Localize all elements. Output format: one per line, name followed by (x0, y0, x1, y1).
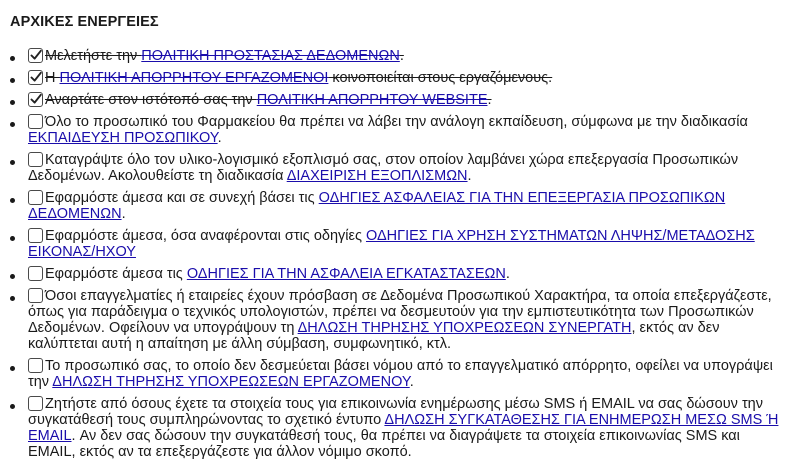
checklist-item (10, 228, 791, 260)
item-text: . (399, 48, 404, 64)
checklist-item (10, 266, 791, 282)
checkbox-checked[interactable] (28, 48, 43, 63)
bullet-icon (10, 198, 15, 203)
checkbox-unchecked[interactable] (28, 228, 43, 243)
item-text: Το προσωπικό σας, το οποίο δεν δεσμεύεται βάσει νόμου από το επαγγελματικό απόρρητο, οφείλει να υπογράψει την (28, 358, 773, 390)
item-text: Εφαρμόστε άμεσα, όσα αναφέρονται στις οδηγίες (45, 228, 366, 244)
bullet-icon (10, 404, 15, 409)
bullet-icon (10, 366, 15, 371)
checklist-item (10, 358, 791, 390)
item-text: Η (45, 70, 60, 86)
item-text: Εφαρμόστε άμεσα και σε συνεχή βάσει τις (45, 190, 319, 206)
checkbox-unchecked[interactable] (28, 152, 43, 167)
checklist-item (10, 396, 791, 460)
document-link[interactable]: ΔΗΛΩΣΗ ΤΗΡΗΣΗΣ ΥΠΟΧΡΕΩΣΕΩΝ ΣΥΝΕΡΓΑΤΗ (297, 320, 632, 336)
item-text: Εφαρμόστε άμεσα τις (45, 266, 187, 282)
checkbox-unchecked[interactable] (28, 288, 43, 303)
bullet-icon (10, 274, 15, 279)
document-link[interactable]: ΟΔΗΓΙΕΣ ΓΙΑ ΧΡΗΣΗ ΣΥΣΤΗΜΑΤΩΝ ΛΗΨΗΣ/ΜΕΤΑΔΟΣΗΣ ΕΙΚΟΝΑΣ/ΗΧΟΥ (28, 228, 755, 260)
item-text: . Αν δεν σας δώσουν την συγκατάθεσή τους, θα πρέπει να διαγράψετε τα στοιχεία επικοινωνίας SMS και EMAIL, εκτός αν τα επεξεργάζεστε για άλλον νόμιμο σκοπό. (28, 428, 740, 460)
item-text: . (121, 206, 126, 222)
checkbox-unchecked[interactable] (28, 358, 43, 373)
item-text: Όσοι επαγγελματίες ή εταιρείες έχουν πρόσβαση σε Δεδομένα Προσωπικού Χαρακτήρα, τα οποία επεξεργάζεστε, όπως για παράδειγμα ο τεχνικός υπολογιστών, πρέπει να δεσμευτούν για την εμπιστευτικότητα των Προσωπικών Δεδομένων. Οφείλουν να υπογράψουν τη (28, 288, 772, 336)
checkbox-unchecked[interactable] (28, 266, 43, 281)
bullet-icon (10, 236, 15, 241)
page-title: ΑΡΧΙΚΕΣ ΕΝΕΡΓΕΙΕΣ (10, 14, 159, 30)
bullet-icon (10, 100, 15, 105)
item-text: . (467, 168, 472, 184)
document-link[interactable]: ΕΚΠΑΙΔΕΥΣΗ ΠΡΟΣΩΠΙΚΟΥ (28, 130, 218, 146)
document-link[interactable]: ΠΟΛΙΤΙΚΗ ΠΡΟΣΤΑΣΙΑΣ ΔΕΔΟΜΕΝΩΝ (141, 48, 400, 64)
bullet-icon (10, 56, 15, 61)
checkbox-checked[interactable] (28, 70, 43, 85)
checkbox-unchecked[interactable] (28, 396, 43, 411)
task-list (10, 48, 791, 460)
document-link[interactable]: ΟΔΗΓΙΕΣ ΓΙΑ ΤΗΝ ΑΣΦΑΛΕΙΑ ΕΓΚΑΤΑΣΤΑΣΕΩΝ (186, 266, 506, 282)
item-text: Όλο το προσωπικό του Φαρμακείου θα πρέπει να λάβει την ανάλογη εκπαίδευση, σύμφωνα με την διαδικασία (45, 114, 748, 130)
item-text: Μελετήστε την (45, 48, 142, 64)
checkbox-unchecked[interactable] (28, 190, 43, 205)
document-link[interactable]: ΔΙΑΧΕΙΡΙΣΗ ΕΞΟΠΛΙΣΜΩΝ (286, 168, 468, 184)
document-link[interactable]: ΔΗΛΩΣΗ ΣΥΓΚΑΤΑΘΕΣΗΣ ΓΙΑ ΕΝΗΜΕΡΩΣΗ ΜΕΣΩ SMS Ή EMAIL (28, 412, 779, 444)
document-link[interactable]: ΔΗΛΩΣΗ ΤΗΡΗΣΗΣ ΥΠΟΧΡΕΩΣΕΩΝ ΕΡΓΑΖΟΜΕΝΟΥ (52, 374, 410, 390)
item-text: . (487, 92, 492, 108)
checklist-item (10, 92, 791, 108)
item-text: Ζητήστε από όσους έχετε τα στοιχεία τους για επικοινωνία ενημέρωσης μέσω SMS ή EMAIL να σας δώσουν την συγκατάθεσή τους συμπληρώνοντας το σχετικό έντυπο (28, 396, 763, 428)
bullet-icon (10, 160, 15, 165)
item-text: . (217, 130, 222, 146)
item-text: . (505, 266, 510, 282)
checklist-item (10, 190, 791, 222)
checklist-item (10, 152, 791, 184)
checklist-item (10, 48, 791, 64)
bullet-icon (10, 78, 15, 83)
checklist-item (10, 288, 791, 352)
checkmark-icon (30, 71, 42, 83)
checkbox-checked[interactable] (28, 92, 43, 107)
document-link[interactable]: ΠΟΛΙΤΙΚΗ ΑΠΟΡΡΗΤΟΥ WEBSITE (256, 92, 488, 108)
checkbox-unchecked[interactable] (28, 114, 43, 129)
item-text: κοινοποιείται στους εργαζόμενους. (328, 70, 553, 86)
checklist-item (10, 70, 791, 86)
item-text: Καταγράψτε όλο τον υλικο-λογισμικό εξοπλισμό σας, στον οποίον λαμβάνει χώρα επεξεργασία Προσωπικών Δεδομένων. Ακολουθείστε τη διαδικασία (28, 152, 739, 184)
item-text: . (409, 374, 414, 390)
checkmark-icon (30, 49, 42, 61)
checkmark-icon (30, 93, 42, 105)
document-link[interactable]: ΟΔΗΓΙΕΣ ΑΣΦΑΛΕΙΑΣ ΓΙΑ ΤΗΝ ΕΠΕΞΕΡΓΑΣΙΑ ΠΡΟΣΩΠΙΚΩΝ ΔΕΔΟΜΕΝΩΝ (28, 190, 726, 222)
bullet-icon (10, 122, 15, 127)
item-text: Αναρτάτε στον ιστότοπό σας την (45, 92, 257, 108)
document-link[interactable]: ΠΟΛΙΤΙΚΗ ΑΠΟΡΡΗΤΟΥ ΕΡΓΑΖΟΜΕΝΟΙ (59, 70, 329, 86)
checklist-item (10, 114, 791, 146)
bullet-icon (10, 296, 15, 301)
item-text: , εκτός αν δεν καλύπτεται αυτή η απαίτηση με άλλη σύμβαση, συμφωνητικό, κτλ. (28, 320, 720, 352)
